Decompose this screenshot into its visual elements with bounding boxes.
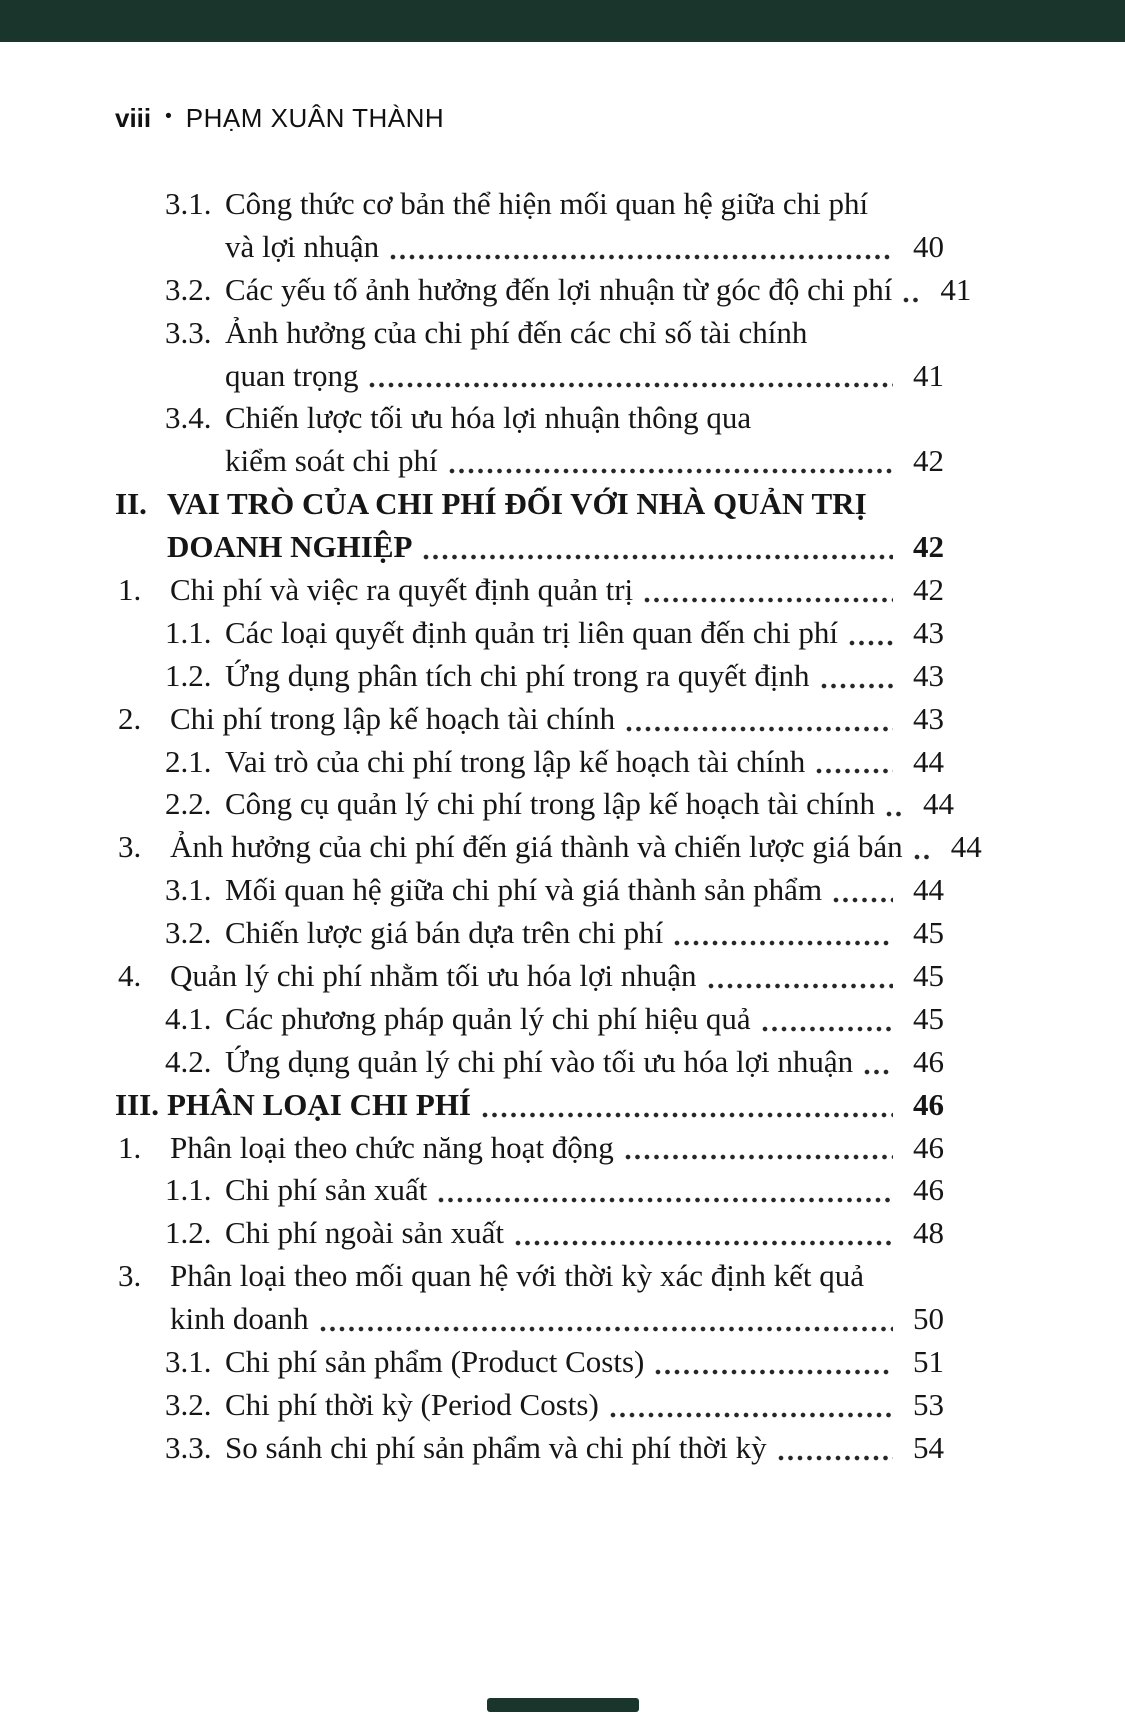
dot-leader — [481, 1110, 893, 1120]
toc-page-number: 45 — [913, 958, 944, 994]
toc-entry-number: 4.2. — [165, 1043, 212, 1079]
toc-page-number: 50 — [913, 1301, 944, 1337]
toc-row — [115, 1084, 944, 1127]
toc-entry-title: Các phương pháp quản lý chi phí hiệu quả — [225, 1000, 751, 1036]
toc-row — [115, 1041, 944, 1084]
toc-row — [115, 1169, 944, 1212]
toc-entry-title: Chi phí trong lập kế hoạch tài chính — [170, 700, 616, 736]
dot-leader — [368, 380, 893, 390]
toc-entry-title: So sánh chi phí sản phẩm và chi phí thời kỳ — [225, 1429, 767, 1465]
dot-leader — [514, 1238, 893, 1248]
toc-page-number: 45 — [913, 915, 944, 951]
toc-entry-title: Chiến lược giá bán dựa trên chi phí — [225, 915, 664, 951]
toc-entry-number: 2.1. — [165, 743, 212, 779]
toc-row — [115, 869, 944, 912]
toc-entry-title: Ảnh hưởng của chi phí đến các chỉ số tài chính — [225, 314, 808, 350]
toc — [115, 183, 982, 1470]
toc-row — [115, 526, 944, 569]
toc-row — [115, 483, 944, 526]
toc-page-number: 42 — [913, 443, 944, 479]
toc-row — [115, 1212, 944, 1255]
toc-entry-number: 1.2. — [165, 1215, 212, 1251]
toc-page-number: 48 — [913, 1215, 944, 1251]
toc-page-number: 44 — [913, 743, 944, 779]
toc-entry-title: Công thức cơ bản thể hiện mối quan hệ giữa chi phí — [225, 186, 869, 221]
toc-entry-title: Chi phí thời kỳ (Period Costs) — [225, 1386, 599, 1422]
toc-page-number: 43 — [913, 614, 944, 650]
toc-row — [115, 226, 944, 269]
toc-entry-title: kiểm soát chi phí — [225, 443, 438, 479]
toc-entry-title: Vai trò của chi phí trong lập kế hoạch tài chính — [225, 743, 806, 779]
dot-leader — [625, 724, 893, 734]
toc-page-number: 45 — [913, 1000, 944, 1036]
toc-row — [115, 741, 944, 784]
toc-row — [115, 955, 944, 998]
author-name: PHẠM XUÂN THÀNH — [185, 103, 445, 133]
toc-page-number: 40 — [913, 228, 944, 264]
toc-entry-title: Công cụ quản lý chi phí trong lập kế hoạch tài chính — [225, 786, 875, 822]
toc-entry-title: Chi phí ngoài sản xuất — [225, 1215, 504, 1251]
toc-entry-title: Phân loại theo chức năng hoạt động — [170, 1129, 614, 1165]
toc-entry-title: Các yếu tố ảnh hưởng đến lợi nhuận từ góc độ chi phí — [225, 271, 893, 307]
dot-leader — [885, 809, 903, 819]
dot-leader — [437, 1195, 893, 1205]
dot-leader — [913, 852, 931, 862]
toc-page-number: 46 — [913, 1043, 944, 1079]
dot-leader — [319, 1324, 893, 1334]
toc-page-number: 43 — [913, 657, 944, 693]
toc-row — [115, 312, 944, 355]
toc-entry-number: II. — [115, 486, 147, 522]
toc-entry-number: III. — [115, 1086, 159, 1122]
toc-page-number: 46 — [913, 1129, 944, 1165]
dot-leader — [643, 595, 893, 605]
toc-page-number: 42 — [913, 572, 944, 608]
toc-row — [115, 1384, 944, 1427]
dot-leader — [389, 252, 893, 262]
toc-row — [115, 698, 944, 741]
toc-entry-title: Chi phí sản xuất — [225, 1172, 428, 1208]
toc-entry-title: VAI TRÒ CỦA CHI PHÍ ĐỐI VỚI NHÀ QUẢN TRỊ — [167, 486, 867, 522]
toc-page-number: 42 — [913, 529, 944, 565]
dot-leader — [673, 938, 893, 948]
toc-entry-number: 3.2. — [165, 271, 212, 307]
toc-row — [115, 612, 944, 655]
toc-entry-title: PHÂN LOẠI CHI PHÍ — [167, 1086, 471, 1122]
toc-row — [115, 998, 944, 1041]
toc-entry-number: 3.3. — [165, 314, 212, 350]
toc-entry-title: kinh doanh — [170, 1301, 309, 1337]
toc-entry-number: 1. — [118, 1129, 142, 1165]
toc-row — [115, 1427, 944, 1470]
toc-entry-title: Mối quan hệ giữa chi phí và giá thành sản phẩm — [225, 872, 823, 908]
toc-entry-number: 3.1. — [165, 872, 212, 908]
toc-row — [115, 1341, 944, 1384]
toc-entry-title: Ảnh hưởng của chi phí đến giá thành và chiến lược giá bán — [170, 829, 903, 865]
toc-entry-number: 4. — [118, 958, 142, 994]
toc-row — [115, 397, 944, 440]
toc-entry-number: 3. — [118, 1258, 142, 1294]
toc-row — [115, 569, 944, 612]
toc-page-number: 41 — [913, 357, 944, 393]
bullet-separator-icon: • — [165, 106, 172, 127]
toc-page-number: 44 — [923, 786, 954, 822]
dot-leader — [820, 681, 893, 691]
toc-entry-title: Chiến lược tối ưu hóa lợi nhuận thông qua — [225, 400, 752, 436]
toc-page-number: 46 — [913, 1086, 944, 1122]
dot-leader — [422, 552, 893, 562]
page-number-label: viii — [115, 103, 152, 133]
toc-row — [115, 655, 944, 698]
toc-entry-title: Chi phí sản phẩm (Product Costs) — [225, 1344, 645, 1380]
dot-leader — [654, 1367, 893, 1377]
toc-row — [115, 355, 944, 398]
toc-row — [115, 783, 954, 826]
toc-entry-number: 1.2. — [165, 657, 212, 693]
toc-row — [115, 440, 944, 483]
toc-entry-title: Ứng dụng quản lý chi phí vào tối ưu hóa lợi nhuận — [225, 1043, 854, 1079]
toc-page-number: 54 — [913, 1429, 944, 1465]
toc-entry-number: 3.2. — [165, 1386, 212, 1422]
toc-entry-number: 3.2. — [165, 915, 212, 951]
toc-entry-title: Phân loại theo mối quan hệ với thời kỳ xác định kết quả — [170, 1258, 864, 1294]
top-bar — [0, 0, 1125, 42]
toc-entry-number: 1.1. — [165, 614, 212, 650]
toc-row — [115, 183, 944, 226]
toc-entry-number: 3.1. — [165, 186, 212, 221]
dot-leader — [448, 466, 893, 476]
toc-entry-title: Quản lý chi phí nhằm tối ưu hóa lợi nhuận — [170, 958, 697, 994]
toc-row — [115, 1255, 944, 1298]
dot-leader — [624, 1152, 893, 1162]
dot-leader — [902, 295, 920, 305]
toc-page-number: 41 — [940, 271, 972, 307]
toc-entry-number: 3.1. — [165, 1344, 212, 1380]
toc-entry-title: và lợi nhuận — [225, 228, 380, 264]
toc-entry-number: 2.2. — [165, 786, 212, 822]
dot-leader — [848, 638, 893, 648]
dot-leader — [815, 766, 893, 776]
toc-entry-number: 1.1. — [165, 1172, 212, 1208]
toc-page-number: 43 — [913, 700, 944, 736]
toc-entry-title: DOANH NGHIỆP — [167, 529, 413, 565]
toc-row — [115, 1127, 944, 1170]
toc-row — [115, 1298, 944, 1341]
toc-page-number: 44 — [913, 872, 944, 908]
toc-page-number: 44 — [950, 829, 982, 865]
running-header — [115, 102, 444, 134]
toc-entry-number: 3.3. — [165, 1429, 212, 1465]
toc-entry-number: 3. — [118, 829, 142, 865]
toc-entry-title: Các loại quyết định quản trị liên quan đến chi phí — [225, 614, 838, 650]
toc-page-number: 53 — [913, 1386, 944, 1422]
toc-entry-number: 2. — [118, 700, 142, 736]
toc-page-number: 46 — [913, 1172, 944, 1208]
toc-entry-number: 3.4. — [165, 400, 212, 436]
toc-entry-title: quan trọng — [225, 357, 359, 393]
toc-entry-title: Chi phí và việc ra quyết định quản trị — [170, 572, 634, 608]
toc-entry-number: 1. — [118, 572, 142, 608]
dot-leader — [777, 1453, 893, 1463]
dot-leader — [707, 981, 893, 991]
dot-leader — [609, 1410, 893, 1420]
dot-leader — [761, 1024, 893, 1034]
toc-row — [115, 912, 944, 955]
toc-entry-number: 4.1. — [165, 1000, 212, 1036]
toc-page-number: 51 — [913, 1344, 944, 1380]
dot-leader — [832, 895, 893, 905]
home-indicator — [487, 1698, 639, 1712]
toc-row — [115, 269, 972, 312]
toc-entry-title: Ứng dụng phân tích chi phí trong ra quyết định — [225, 657, 810, 693]
toc-row — [115, 826, 982, 869]
dot-leader — [863, 1067, 893, 1077]
